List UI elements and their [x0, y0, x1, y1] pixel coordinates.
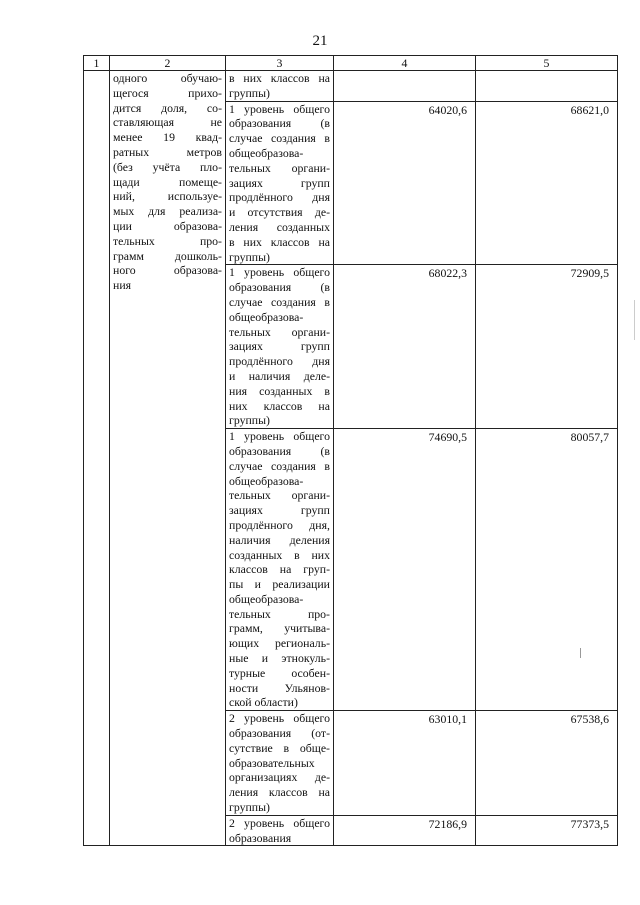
cell-text-line: зациях групп: [229, 503, 330, 518]
cell-value-col-5: 80057,7: [476, 429, 618, 711]
cell-education-level: [226, 101, 334, 265]
cell-text-line: тельных органи-: [229, 160, 330, 175]
cell-text-line: продлённого дня,: [229, 517, 330, 532]
table-row: [84, 71, 618, 102]
cell-text-line: созданных в них: [229, 547, 330, 562]
cell-text-line: общеобразова-: [229, 591, 304, 606]
cell-text-line: грамм, учитыва-: [229, 621, 330, 636]
cell-value-col-4: 74690,5: [334, 429, 476, 711]
scan-artifact: [580, 648, 581, 658]
cell-text-line: в них классов на: [229, 234, 330, 249]
cell-text-line: ратных метров: [113, 144, 222, 159]
header-col-3: 3: [226, 56, 334, 71]
cell-text-line: 1 уровень общего: [229, 101, 330, 116]
cell-education-level: [226, 815, 334, 846]
cell-text-line: ности Ульянов-: [229, 680, 330, 695]
cell-text-line: зациях групп: [229, 339, 330, 354]
cell-value-col-5: 68621,0: [476, 101, 618, 265]
cell-text-line: в них классов на: [229, 71, 330, 85]
cell-text-line: общеобразова-: [229, 309, 304, 324]
cell-text-line: образования (от-: [229, 726, 330, 741]
cell-text-line: образования (в: [229, 443, 330, 458]
cell-text-line: ного образова-: [113, 263, 222, 278]
cell-value-col-5: [476, 71, 618, 102]
cell-text-line: щегося прихо-: [113, 85, 222, 100]
cell-text-line: классов на груп-: [229, 562, 330, 577]
cell-text-line: образовательных: [229, 755, 315, 770]
cell-text-line: и наличия деле-: [229, 368, 330, 383]
cell-text-line: дится доля, со-: [113, 100, 222, 115]
cell-text-line: одного обучаю-: [113, 71, 222, 85]
cell-text-line: сутствие в обще-: [229, 740, 330, 755]
financing-standards-table: [83, 55, 618, 846]
cell-text-line: группы): [229, 413, 270, 428]
cell-text-line: случае создания в: [229, 131, 330, 146]
cell-text-line: 2 уровень общего: [229, 815, 330, 830]
cell-value-col-4: [334, 71, 476, 102]
cell-value-col-5: 67538,6: [476, 711, 618, 816]
header-col-2: 2: [110, 56, 226, 71]
cell-text-line: ния созданных в: [229, 383, 330, 398]
cell-text-line: (без учёта пло-: [113, 159, 222, 174]
cell-text-line: ской области): [229, 695, 298, 710]
cell-education-level: [226, 711, 334, 816]
cell-text-line: ции образова-: [113, 218, 222, 233]
cell-text-line: наличия деления: [229, 532, 330, 547]
cell-text-line: мых для реализа-: [113, 204, 222, 219]
cell-value-col-4: 64020,6: [334, 101, 476, 265]
cell-text-line: тельных про-: [113, 233, 222, 248]
cell-col-1: [84, 71, 110, 846]
scan-artifact: [634, 300, 635, 340]
cell-text-line: организациях де-: [229, 770, 330, 785]
cell-text-line: тельных органи-: [229, 324, 330, 339]
cell-text-line: тельных органи-: [229, 488, 330, 503]
cell-text-line: общеобразова-: [229, 473, 304, 488]
cell-education-level: [226, 71, 334, 102]
table-header-row: [84, 56, 618, 71]
cell-text-line: менее 19 квад-: [113, 130, 222, 145]
cell-text-line: них классов на: [229, 398, 330, 413]
cell-text-line: общеобразова-: [229, 145, 304, 160]
cell-text-line: 2 уровень общего: [229, 711, 330, 726]
cell-text-line: случае создания в: [229, 294, 330, 309]
cell-text-line: случае создания в: [229, 458, 330, 473]
cell-value-col-4: 63010,1: [334, 711, 476, 816]
cell-text-line: ний, используе-: [113, 189, 222, 204]
cell-text-line: ющих региональ-: [229, 636, 330, 651]
cell-text-line: образования (в: [229, 280, 330, 295]
cell-text-line: ления классов на: [229, 785, 330, 800]
cell-text-line: тельных про-: [229, 606, 330, 621]
cell-text-line: образования (в: [229, 116, 330, 131]
cell-text-line: зациях групп: [229, 175, 330, 190]
cell-text-line: пы и реализации: [229, 577, 330, 592]
cell-text-line: ные и этнокуль-: [229, 651, 330, 666]
cell-text-line: группы): [229, 85, 270, 100]
cell-value-col-5: 72909,5: [476, 265, 618, 429]
cell-text-line: группы): [229, 249, 270, 264]
cell-text-line: и отсутствия де-: [229, 205, 330, 220]
page-number: 21: [312, 33, 328, 49]
cell-indicator-description: [110, 71, 226, 846]
header-col-1: 1: [84, 56, 110, 71]
cell-text-line: грамм дошколь-: [113, 248, 222, 263]
cell-text-line: турные особен-: [229, 665, 330, 680]
header-col-4: 4: [334, 56, 476, 71]
cell-value-col-4: 72186,9: [334, 815, 476, 846]
cell-text-line: ставляющая не: [113, 115, 222, 130]
cell-education-level: [226, 429, 334, 711]
cell-text-line: группы): [229, 800, 270, 815]
cell-text-line: продлённого дня: [229, 190, 330, 205]
cell-education-level: [226, 265, 334, 429]
header-col-5: 5: [476, 56, 618, 71]
cell-text-line: щади помеще-: [113, 174, 222, 189]
cell-value-col-4: 68022,3: [334, 265, 476, 429]
cell-text-line: продлённого дня: [229, 354, 330, 369]
cell-text-line: ния: [113, 278, 132, 293]
cell-value-col-5: 77373,5: [476, 815, 618, 846]
cell-text-line: ления созданных: [229, 219, 330, 234]
cell-text-line: 1 уровень общего: [229, 429, 330, 444]
cell-text-line: 1 уровень общего: [229, 265, 330, 280]
cell-text-line: образования: [229, 830, 292, 845]
